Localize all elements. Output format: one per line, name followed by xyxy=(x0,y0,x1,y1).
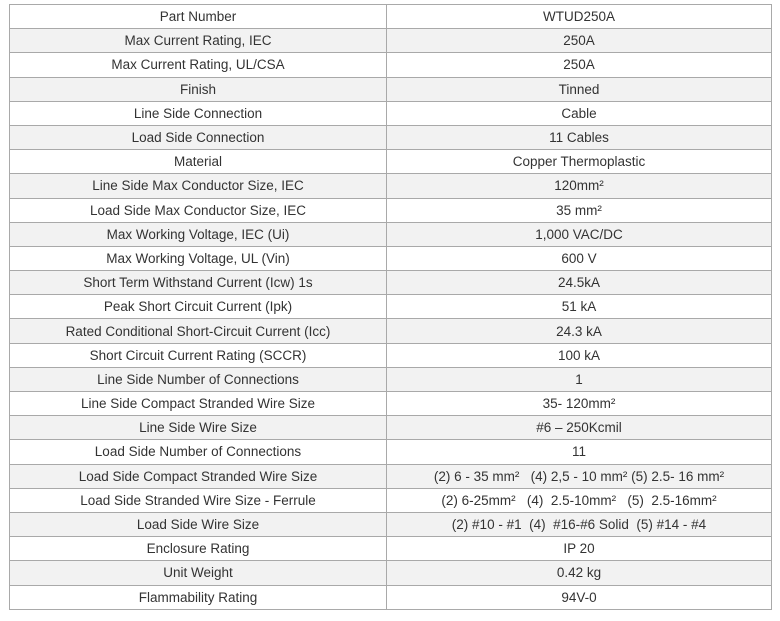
table-row xyxy=(10,392,772,416)
table-row xyxy=(10,367,772,391)
spec-value-cell: WTUD250A xyxy=(387,5,772,29)
spec-value-cell: 94V-0 xyxy=(387,585,772,609)
spec-value-cell: 24.3 kA xyxy=(387,319,772,343)
spec-label-cell: Enclosure Rating xyxy=(10,537,387,561)
spec-label-cell: Line Side Connection xyxy=(10,101,387,125)
specifications-table xyxy=(9,4,772,610)
spec-value-cell: 35 mm² xyxy=(387,198,772,222)
spec-value-cell: Copper Thermoplastic xyxy=(387,150,772,174)
spec-label-cell: Unit Weight xyxy=(10,561,387,585)
table-row xyxy=(10,77,772,101)
spec-value-cell: 35- 120mm² xyxy=(387,392,772,416)
table-row xyxy=(10,150,772,174)
table-row xyxy=(10,174,772,198)
spec-value-cell: Tinned xyxy=(387,77,772,101)
table-row xyxy=(10,319,772,343)
table-row xyxy=(10,29,772,53)
spec-label-cell: Line Side Wire Size xyxy=(10,416,387,440)
table-row xyxy=(10,5,772,29)
spec-label-cell: Peak Short Circuit Current (Ipk) xyxy=(10,295,387,319)
spec-label-cell: Rated Conditional Short-Circuit Current (Icc) xyxy=(10,319,387,343)
spec-value-cell: (2) 6 - 35 mm² (4) 2,5 - 10 mm² (5) 2.5- 16 mm² xyxy=(387,464,772,488)
specifications-table-body xyxy=(10,5,772,610)
table-row xyxy=(10,488,772,512)
table-row xyxy=(10,585,772,609)
spec-value-cell: (2) 6-25mm² (4) 2.5-10mm² (5) 2.5-16mm² xyxy=(387,488,772,512)
table-row xyxy=(10,198,772,222)
spec-value-cell: 24.5kA xyxy=(387,271,772,295)
table-row xyxy=(10,561,772,585)
spec-label-cell: Max Current Rating, IEC xyxy=(10,29,387,53)
table-row xyxy=(10,464,772,488)
spec-value-cell: 120mm² xyxy=(387,174,772,198)
spec-label-cell: Max Working Voltage, IEC (Ui) xyxy=(10,222,387,246)
spec-label-cell: Short Term Withstand Current (Icw) 1s xyxy=(10,271,387,295)
spec-value-cell: 11 xyxy=(387,440,772,464)
spec-value-cell: 1 xyxy=(387,367,772,391)
spec-value-cell: 11 Cables xyxy=(387,125,772,149)
spec-label-cell: Load Side Stranded Wire Size - Ferrule xyxy=(10,488,387,512)
spec-value-cell: 250A xyxy=(387,29,772,53)
spec-value-cell: 100 kA xyxy=(387,343,772,367)
spec-value-cell: 250A xyxy=(387,53,772,77)
spec-label-cell: Flammability Rating xyxy=(10,585,387,609)
spec-value-cell: 1,000 VAC/DC xyxy=(387,222,772,246)
spec-value-cell: (2) #10 - #1 (4) #16-#6 Solid (5) #14 - #4 xyxy=(387,512,772,536)
table-row xyxy=(10,440,772,464)
spec-value-cell: IP 20 xyxy=(387,537,772,561)
spec-value-cell: 0.42 kg xyxy=(387,561,772,585)
table-row xyxy=(10,537,772,561)
spec-label-cell: Load Side Max Conductor Size, IEC xyxy=(10,198,387,222)
spec-label-cell: Line Side Compact Stranded Wire Size xyxy=(10,392,387,416)
table-row xyxy=(10,101,772,125)
table-row xyxy=(10,416,772,440)
spec-label-cell: Max Current Rating, UL/CSA xyxy=(10,53,387,77)
spec-label-cell: Load Side Compact Stranded Wire Size xyxy=(10,464,387,488)
table-row xyxy=(10,246,772,270)
spec-label-cell: Short Circuit Current Rating (SCCR) xyxy=(10,343,387,367)
spec-label-cell: Material xyxy=(10,150,387,174)
spec-value-cell: #6 – 250Kcmil xyxy=(387,416,772,440)
spec-label-cell: Part Number xyxy=(10,5,387,29)
spec-value-cell: 51 kA xyxy=(387,295,772,319)
spec-value-cell: Cable xyxy=(387,101,772,125)
table-row xyxy=(10,125,772,149)
spec-label-cell: Line Side Number of Connections xyxy=(10,367,387,391)
spec-label-cell: Load Side Connection xyxy=(10,125,387,149)
spec-label-cell: Load Side Number of Connections xyxy=(10,440,387,464)
spec-value-cell: 600 V xyxy=(387,246,772,270)
table-row xyxy=(10,53,772,77)
table-row xyxy=(10,271,772,295)
table-row xyxy=(10,343,772,367)
spec-label-cell: Finish xyxy=(10,77,387,101)
spec-label-cell: Max Working Voltage, UL (Vin) xyxy=(10,246,387,270)
spec-label-cell: Load Side Wire Size xyxy=(10,512,387,536)
table-row xyxy=(10,295,772,319)
table-row xyxy=(10,222,772,246)
spec-label-cell: Line Side Max Conductor Size, IEC xyxy=(10,174,387,198)
table-row xyxy=(10,512,772,536)
